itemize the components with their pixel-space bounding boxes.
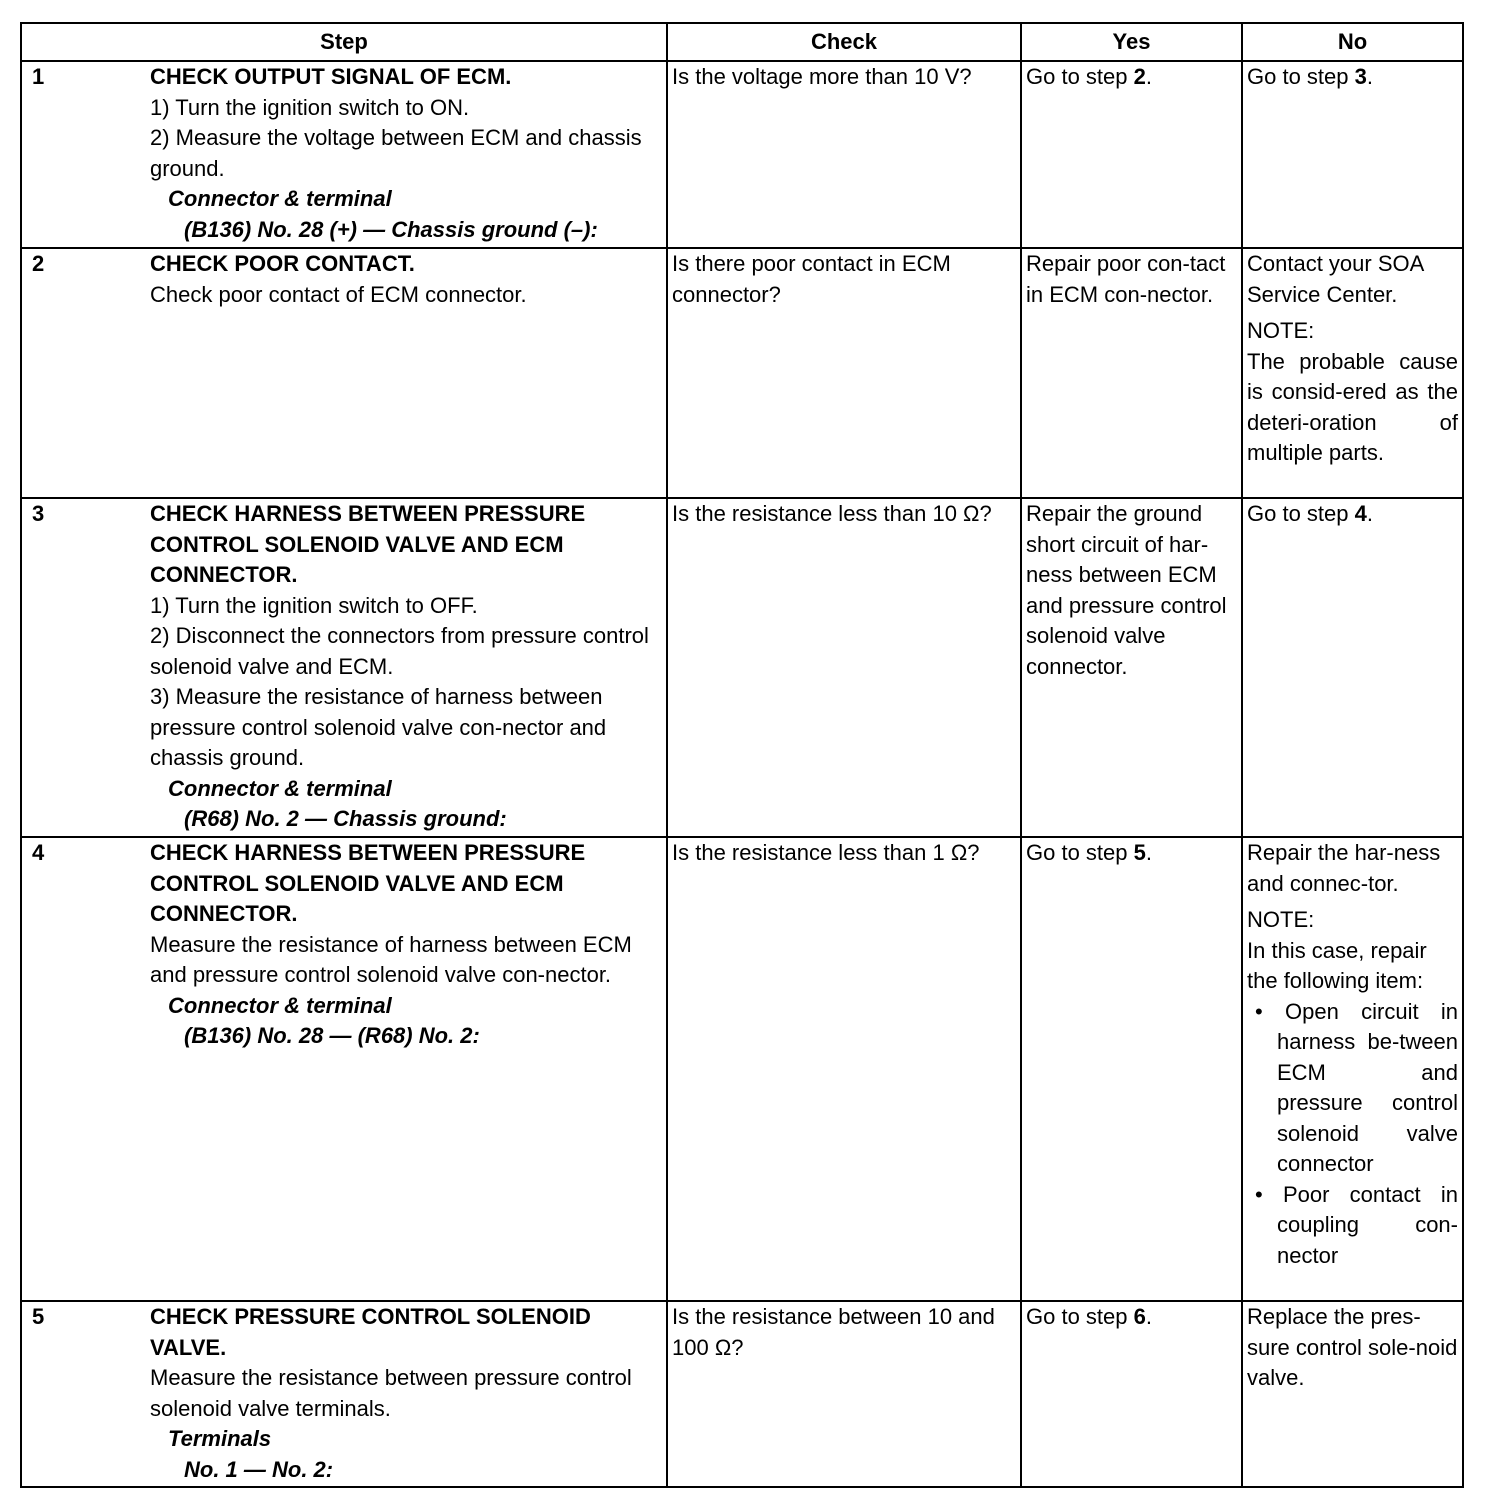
step-instruction: Measure the resistance of harness between ECM and pressure control solenoid valve con-nector.	[150, 931, 632, 987]
diagnostic-sheet	[20, 22, 1464, 1488]
no-cell	[1242, 498, 1463, 837]
header-step: Step	[21, 23, 667, 61]
connector-terminal-value: (R68) No. 2 — Chassis ground:	[184, 806, 507, 831]
no-cell	[1242, 248, 1463, 498]
step-title: CHECK OUTPUT SIGNAL OF ECM.	[150, 64, 512, 89]
step-title: CHECK PRESSURE CONTROL SOLENOID VALVE.	[150, 1304, 591, 1360]
check-cell: Is there poor contact in ECM connector?	[667, 248, 1021, 498]
step-number: 3	[32, 501, 45, 526]
no-cell	[1242, 61, 1463, 248]
step-number: 1	[32, 64, 45, 89]
yes-suffix: .	[1145, 64, 1152, 89]
connector-terminal-label: Terminals	[168, 1426, 272, 1451]
step-instruction: 3) Measure the resistance of harness between pressure control solenoid valve con-nector and chassis ground.	[150, 684, 607, 770]
yes-suffix: .	[1145, 840, 1152, 865]
table-row-step-2	[21, 248, 1463, 498]
step-cell	[21, 61, 667, 248]
table-row-step-5	[21, 1301, 1463, 1487]
yes-text: Go to step	[1026, 64, 1134, 89]
connector-terminal-value: (B136) No. 28 — (R68) No. 2:	[184, 1023, 480, 1048]
yes-step-ref: 2	[1133, 64, 1146, 89]
connector-terminal-value: (B136) No. 28 (+) — Chassis ground (–):	[184, 216, 598, 242]
note-bullet: • Poor contact in coupling con-nector	[1255, 1181, 1458, 1268]
check-cell: Is the voltage more than 10 V?	[667, 61, 1021, 248]
yes-step-ref: 6	[1133, 1304, 1146, 1329]
step-instruction: 1) Turn the ignition switch to ON.	[150, 94, 470, 120]
header-yes: Yes	[1021, 23, 1242, 61]
no-suffix: .	[1366, 64, 1373, 89]
step-body	[150, 249, 662, 310]
yes-cell: Repair poor con-tact in ECM con-nector.	[1021, 248, 1242, 498]
step-body	[150, 499, 662, 835]
step-instruction: Measure the resistance between pressure control solenoid valve terminals.	[150, 1365, 632, 1421]
table-row-step-1	[21, 61, 1463, 248]
yes-cell	[1021, 1301, 1242, 1487]
table-row-step-4	[21, 837, 1463, 1301]
header-check: Check	[667, 23, 1021, 61]
yes-step-ref: 5	[1133, 840, 1146, 865]
check-cell: Is the resistance between 10 and 100 Ω?	[667, 1301, 1021, 1487]
step-title: CHECK HARNESS BETWEEN PRESSURE CONTROL SOLENOID VALVE AND ECM CONNECTOR.	[150, 501, 586, 587]
connector-terminal-label: Connector & terminal	[168, 992, 392, 1018]
no-cell	[1242, 837, 1463, 1301]
step-number: 4	[32, 840, 45, 865]
yes-suffix: .	[1145, 1304, 1152, 1329]
note-bullet: • Open circuit in harness be-tween ECM and pressure control solenoid valve connector	[1255, 998, 1458, 1176]
yes-cell	[1021, 61, 1242, 248]
no-text: Repair the har-ness and connec-tor.	[1247, 840, 1441, 896]
note-text: In this case, repair the following item:	[1247, 937, 1427, 993]
no-cell: Replace the pres-sure control sole-noid valve.	[1242, 1301, 1463, 1487]
step-body	[150, 1302, 662, 1485]
step-instruction: Check poor contact of ECM connector.	[150, 281, 527, 307]
step-cell	[21, 498, 667, 837]
step-number: 5	[32, 1304, 45, 1329]
step-cell	[21, 1301, 667, 1487]
no-text: Go to step	[1247, 64, 1355, 89]
note-label: NOTE:	[1247, 907, 1315, 932]
step-body	[150, 838, 662, 1052]
yes-text: Go to step	[1026, 1304, 1134, 1329]
note-label: NOTE:	[1247, 318, 1315, 343]
step-body	[150, 62, 662, 245]
check-cell: Is the resistance less than 1 Ω?	[667, 837, 1021, 1301]
step-title: CHECK HARNESS BETWEEN PRESSURE CONTROL SOLENOID VALVE AND ECM CONNECTOR.	[150, 840, 586, 926]
table-row-step-3	[21, 498, 1463, 837]
no-text: Go to step	[1247, 501, 1355, 526]
step-instruction: 1) Turn the ignition switch to OFF.	[150, 592, 478, 618]
yes-cell: Repair the ground short circuit of har-ness between ECM and pressure control solenoid valve connector.	[1021, 498, 1242, 837]
yes-cell	[1021, 837, 1242, 1301]
connector-terminal-label: Connector & terminal	[168, 186, 392, 211]
check-cell: Is the resistance less than 10 Ω?	[667, 498, 1021, 837]
yes-text: Go to step	[1026, 840, 1134, 865]
step-cell	[21, 248, 667, 498]
step-title: CHECK POOR CONTACT.	[150, 251, 415, 276]
no-suffix: .	[1366, 501, 1373, 526]
no-text: Contact your SOA Service Center.	[1247, 251, 1424, 307]
step-instruction: 2) Disconnect the connectors from pressure control solenoid valve and ECM.	[150, 623, 649, 679]
diagnostic-table	[20, 22, 1464, 1488]
connector-terminal-value: No. 1 — No. 2:	[184, 1456, 334, 1482]
no-step-ref: 3	[1354, 64, 1367, 89]
no-step-ref: 4	[1354, 501, 1367, 526]
step-number: 2	[32, 251, 45, 276]
connector-terminal-label: Connector & terminal	[168, 775, 392, 801]
step-cell	[21, 837, 667, 1301]
header-no: No	[1242, 23, 1463, 61]
note-text: The probable cause is consid-ered as the deteri-oration of multiple parts.	[1247, 348, 1458, 465]
header-row	[21, 23, 1463, 61]
step-instruction: 2) Measure the voltage between ECM and chassis ground.	[150, 125, 642, 181]
